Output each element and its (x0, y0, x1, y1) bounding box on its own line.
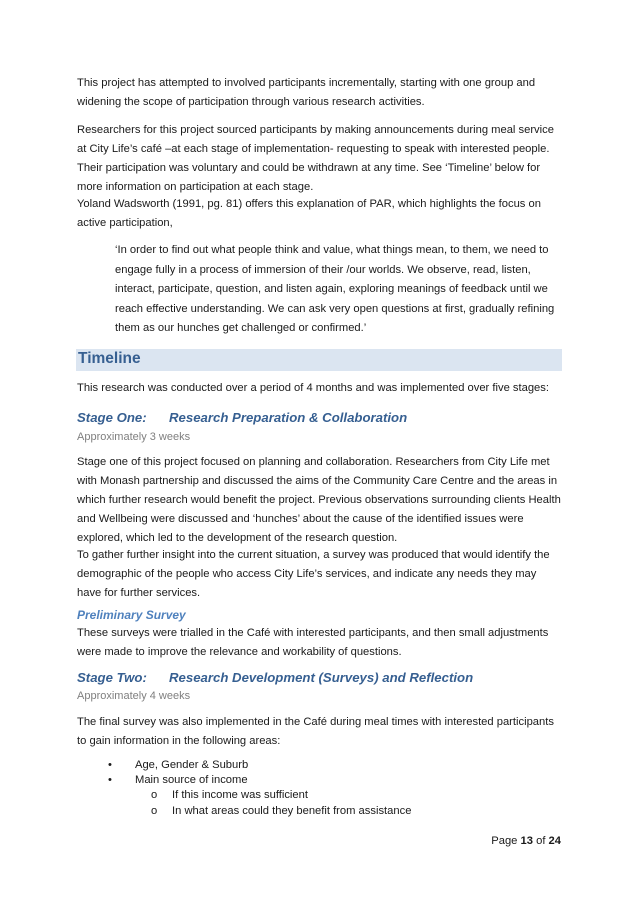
preliminary-survey-heading: Preliminary Survey (77, 608, 186, 622)
of-word: of (536, 835, 546, 847)
stage-one-duration: Approximately 3 weeks (77, 431, 191, 443)
paragraph-participation-scope: This project has attempted to involved participants incrementally, starting with one group and widening the scope of participation through various research activities. (77, 77, 536, 108)
circle-bullet-icon: o (151, 805, 158, 817)
preliminary-survey-paragraph: These surveys were trialled in the Café with interested participants, and then small adjustments were made to improve the relevance and workability of questions. (77, 627, 549, 658)
page-word: Page (491, 835, 518, 847)
page-number (491, 835, 561, 847)
list-item (108, 758, 249, 772)
stage-two-heading (77, 670, 473, 685)
stage-one-title: Research Preparation & Collaboration (169, 410, 408, 425)
bullet-icon: • (108, 774, 112, 786)
sub-list-item-text: If this income was sufficient (172, 789, 308, 801)
circle-bullet-icon: o (151, 789, 158, 801)
stage-two-title: Research Development (Surveys) and Reflection (169, 670, 474, 685)
total-pages: 24 (548, 835, 561, 847)
list-item (108, 773, 248, 787)
sub-list-item (151, 804, 412, 818)
paragraph-wadsworth: Yoland Wadsworth (1991, pg. 81) offers this explanation of PAR, which highlights the focus on active participation, (77, 198, 541, 229)
stage-one-heading (77, 410, 407, 425)
block-quote: ‘In order to find out what people think and value, what things mean, to them, we need to engage fully in a process of immersion of their /our worlds. We observe, read, listen, interact, participate, question, and listen again, exploring meanings of feedback until we reach effective understanding. We can ask very open questions at first, gradually refining them as our hunches get challenged or confirmed.’ (115, 244, 555, 334)
list-item-text: Age, Gender & Suburb (135, 759, 249, 771)
bullet-icon: • (108, 759, 112, 771)
stage-one-label: Stage One: (77, 410, 147, 425)
current-page: 13 (520, 835, 533, 847)
paragraph-participant-sourcing: Researchers for this project sourced participants by making announcements during meal service at City Life’s café –at each stage of implementation- requesting to speak with interested people. Their participation was voluntary and could be withdrawn at any time. See ‘Timeline’ below for more information on participation at each stage. (77, 124, 554, 193)
stage-one-paragraph-2: To gather further insight into the current situation, a survey was produced that would identify the demographic of the people who access City Life’s services, and indicate any needs they may have for further services. (77, 549, 550, 599)
timeline-heading-bar (76, 349, 562, 371)
stage-two-label: Stage Two: (77, 670, 147, 685)
timeline-heading: Timeline (78, 350, 141, 367)
stage-one-paragraph-1: Stage one of this project focused on planning and collaboration. Researchers from City Life met with Monash partnership and discussed the aims of the Community Care Centre and the areas in which further research would benefit the project. Previous observations surrounding clients Health and Wellbeing were discussed and ‘hunches’ about the cause of the identified issues were explored, which led to the development of the research question. (77, 456, 561, 544)
sub-list-item-text: In what areas could they benefit from assistance (172, 805, 412, 817)
stage-two-paragraph: The final survey was also implemented in the Café during meal times with interested participants to gain information in the following areas: (77, 716, 554, 747)
sub-list-item (151, 788, 308, 802)
list-item-text: Main source of income (135, 774, 248, 786)
timeline-intro: This research was conducted over a period of 4 months and was implemented over five stages: (77, 382, 549, 394)
stage-two-duration: Approximately 4 weeks (77, 690, 191, 702)
